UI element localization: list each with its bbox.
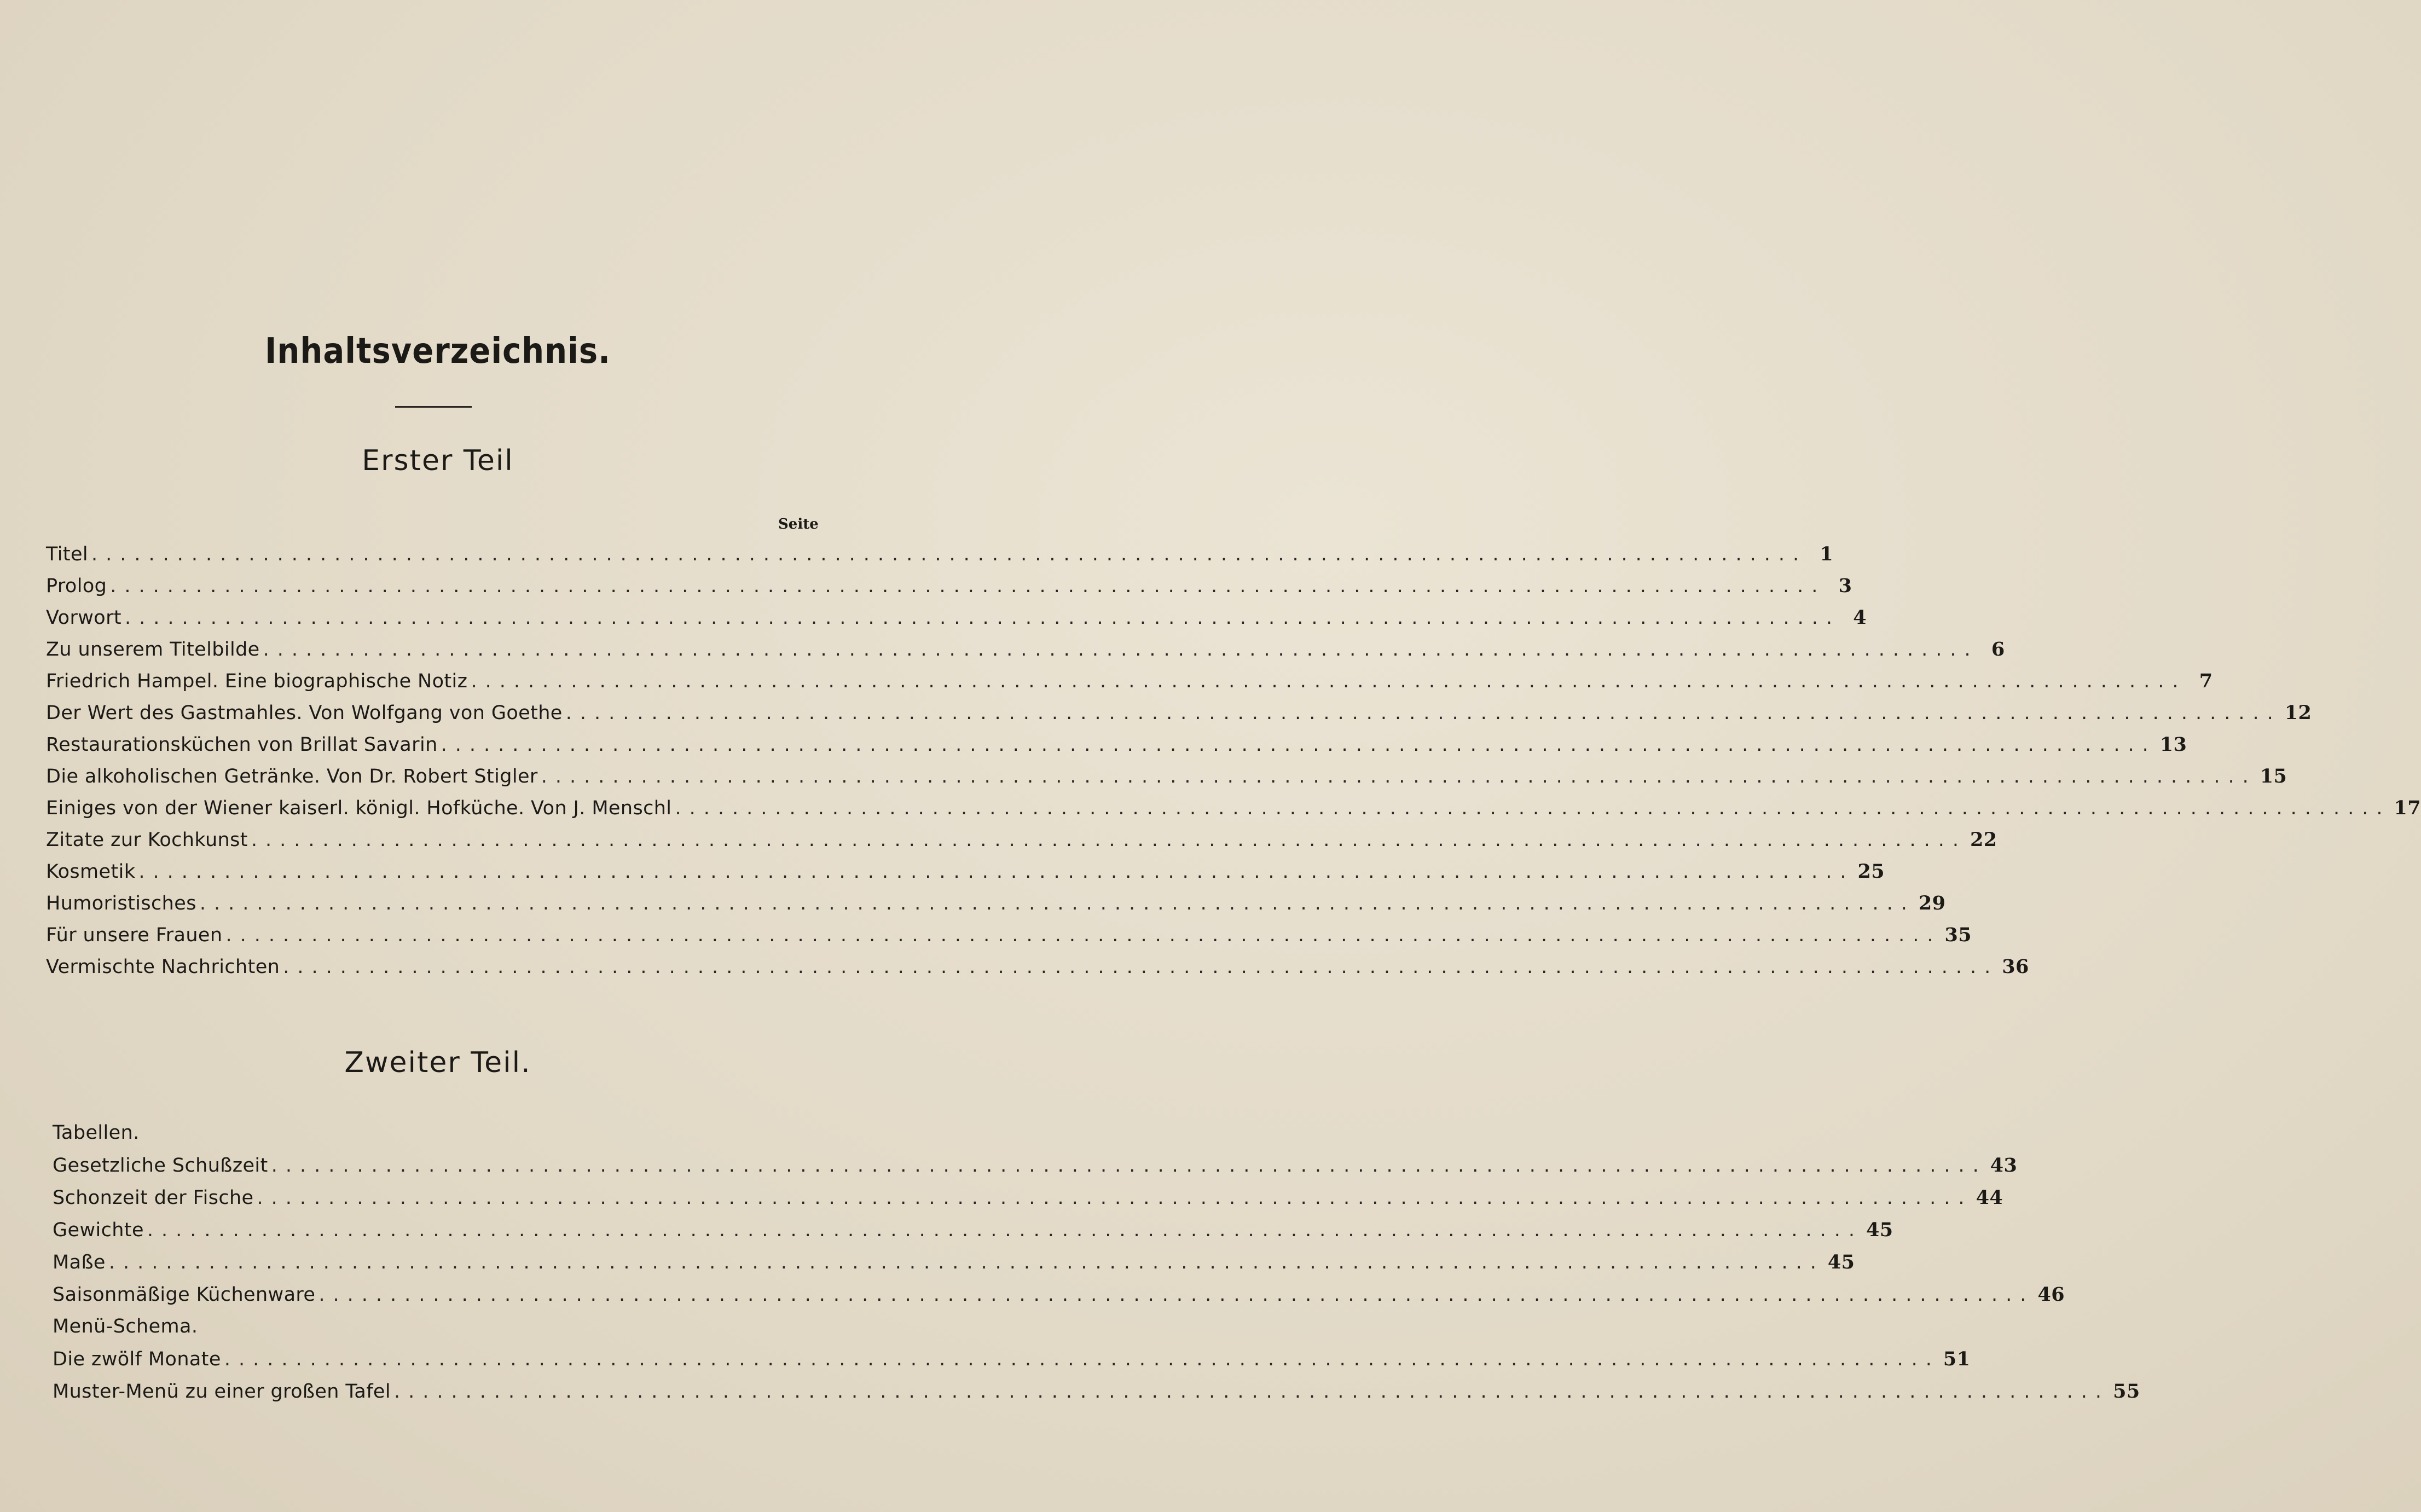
toc-entry-page-number: 25 xyxy=(1857,860,1885,883)
toc-entry xyxy=(46,670,2213,702)
toc-entry-label: Für unsere Frauen xyxy=(46,924,223,946)
toc-subheading xyxy=(53,1316,833,1348)
toc-dot-leader: ........................................................................................................................ xyxy=(108,1252,1825,1273)
toc-entry-page-number: 51 xyxy=(1943,1348,1971,1370)
toc-entry-page-number: 6 xyxy=(1991,638,2005,661)
toc-dot-leader: ........................................................................................................................ xyxy=(318,1284,2035,1306)
toc-entry-page-number: 3 xyxy=(1838,575,1852,597)
toc-entry xyxy=(46,606,1867,638)
toc-entry xyxy=(46,543,1834,575)
toc-dot-leader: ........................................................................................................................ xyxy=(199,893,1915,914)
toc-entry-page-number: 36 xyxy=(2002,955,2029,978)
toc-dot-leader: ........................................................................................................................ xyxy=(541,766,2257,787)
toc-entry-page-number: 22 xyxy=(1970,829,1997,851)
toc-entry-label: Zu unserem Titelbilde xyxy=(46,639,260,661)
toc-entry xyxy=(53,1283,2065,1316)
toc-entry-label: Muster-Menü zu einer großen Tafel xyxy=(53,1381,391,1403)
toc-dot-leader: ........................................................................................................................ xyxy=(124,607,1841,629)
toc-entry-label: Die alkoholischen Getränke. Von Dr. Robert Stigler xyxy=(46,766,538,787)
toc-dot-leader: ........................................................................................................................ xyxy=(138,861,1855,883)
toc-entry-page-number: 45 xyxy=(1827,1251,1855,1273)
toc-entry-page-number: 15 xyxy=(2260,765,2287,787)
toc-entry-label: Tabellen. xyxy=(53,1122,140,1144)
toc-entry xyxy=(46,702,2312,733)
toc-entry-label: Titel xyxy=(46,543,89,565)
toc-entry xyxy=(46,829,1997,860)
toc-entry xyxy=(53,1348,1971,1380)
toc-dot-leader: ........................................................................................................................ xyxy=(283,956,1999,978)
toc-entry xyxy=(46,955,2029,987)
toc-entry-label: Der Wert des Gastmahles. Von Wolfgang von Goethe xyxy=(46,702,563,724)
toc-entry-page-number: 55 xyxy=(2113,1380,2140,1403)
toc-dot-leader: ........................................................................................................................ xyxy=(394,1381,2110,1403)
toc-entry-page-number: 4 xyxy=(1853,606,1867,629)
toc-dot-leader: ........................................................................................................................ xyxy=(271,1155,1987,1177)
toc-entry-label: Gesetzliche Schußzeit xyxy=(53,1155,268,1177)
toc-entry-page-number: 17 xyxy=(2394,797,2421,819)
toc-subheading xyxy=(53,1122,833,1154)
toc-dot-leader: ........................................................................................................................ xyxy=(565,702,2281,724)
toc-entry-label: Gewichte xyxy=(53,1219,144,1241)
toc-entry xyxy=(46,765,2287,797)
toc-entry-label: Menü-Schema. xyxy=(53,1316,198,1337)
toc-entry xyxy=(46,860,1885,892)
toc-entry xyxy=(46,924,1972,955)
toc-entry-page-number: 44 xyxy=(1976,1186,2003,1209)
toc-entry-label: Saisonmäßige Küchenware xyxy=(53,1284,316,1306)
toc-entry-label: Zitate zur Kochkunst xyxy=(46,829,248,851)
toc-entry-page-number: 12 xyxy=(2284,702,2312,724)
toc-entry-page-number: 45 xyxy=(1866,1219,1893,1241)
toc-entry xyxy=(46,892,1946,924)
toc-entry xyxy=(53,1154,2018,1186)
toc-entry-label: Friedrich Hampel. Eine biographische Notiz xyxy=(46,670,468,692)
page-column-label: Seite xyxy=(778,516,819,532)
toc-dot-leader: ........................................................................................................................ xyxy=(263,639,1979,661)
toc-entry-page-number: 46 xyxy=(2037,1283,2065,1306)
toc-entry-label: Kosmetik xyxy=(46,861,136,883)
toc-entry-label: Vorwort xyxy=(46,607,121,629)
toc-entry-label: Die zwölf Monate xyxy=(53,1348,221,1370)
toc-entry-page-number: 35 xyxy=(1944,924,1972,946)
toc-dot-leader: ........................................................................................................................ xyxy=(224,1348,1940,1370)
toc-dot-leader: ........................................................................................................................ xyxy=(441,734,2157,756)
toc-entry-label: Einiges von der Wiener kaiserl. königl. Hofküche. Von J. Menschl xyxy=(46,797,672,819)
toc-entry xyxy=(46,733,2187,765)
toc-entry-page-number: 29 xyxy=(1918,892,1946,914)
toc-entry-label: Vermischte Nachrichten xyxy=(46,956,280,978)
toc-dot-leader: ........................................................................................................................ xyxy=(110,575,1826,597)
part2-heading: Zweiter Teil. xyxy=(344,1046,531,1079)
part1-heading: Erster Teil xyxy=(362,444,514,477)
toc-entry-label: Prolog xyxy=(46,575,107,597)
page-title: Inhaltsverzeichnis. xyxy=(264,331,611,372)
toc-dot-leader: ........................................................................................................................ xyxy=(471,670,2187,692)
toc-dot-leader: ........................................................................................................................ xyxy=(225,924,1942,946)
toc-entry xyxy=(46,797,2421,829)
toc-entry xyxy=(53,1251,1855,1283)
toc-dot-leader: ........................................................................................................................ xyxy=(91,543,1808,565)
toc-entry xyxy=(46,638,2005,670)
toc-dot-leader: ........................................................................................................................ xyxy=(675,797,2391,819)
toc-entry-label: Restaurationsküchen von Brillat Savarin xyxy=(46,734,438,756)
toc-entry-page-number: 43 xyxy=(1990,1154,2018,1177)
title-divider xyxy=(395,406,472,408)
toc-entry-label: Maße xyxy=(53,1252,106,1273)
toc-dot-leader: ........................................................................................................................ xyxy=(147,1219,1863,1241)
toc-entry xyxy=(46,575,1852,606)
toc-entry-page-number: 13 xyxy=(2159,733,2187,756)
toc-dot-leader: ........................................................................................................................ xyxy=(251,829,1967,851)
toc-entry xyxy=(53,1380,2140,1412)
toc-entry-label: Schonzeit der Fische xyxy=(53,1187,254,1209)
part2-toc-list xyxy=(53,1122,2140,1412)
part1-toc-list xyxy=(46,543,2421,987)
toc-entry-page-number: 7 xyxy=(2199,670,2213,692)
toc-entry xyxy=(53,1186,2003,1219)
toc-dot-leader: ........................................................................................................................ xyxy=(257,1187,1973,1209)
toc-entry xyxy=(53,1219,1893,1251)
toc-entry-page-number: 1 xyxy=(1820,543,1834,565)
toc-entry-label: Humoristisches xyxy=(46,893,196,914)
